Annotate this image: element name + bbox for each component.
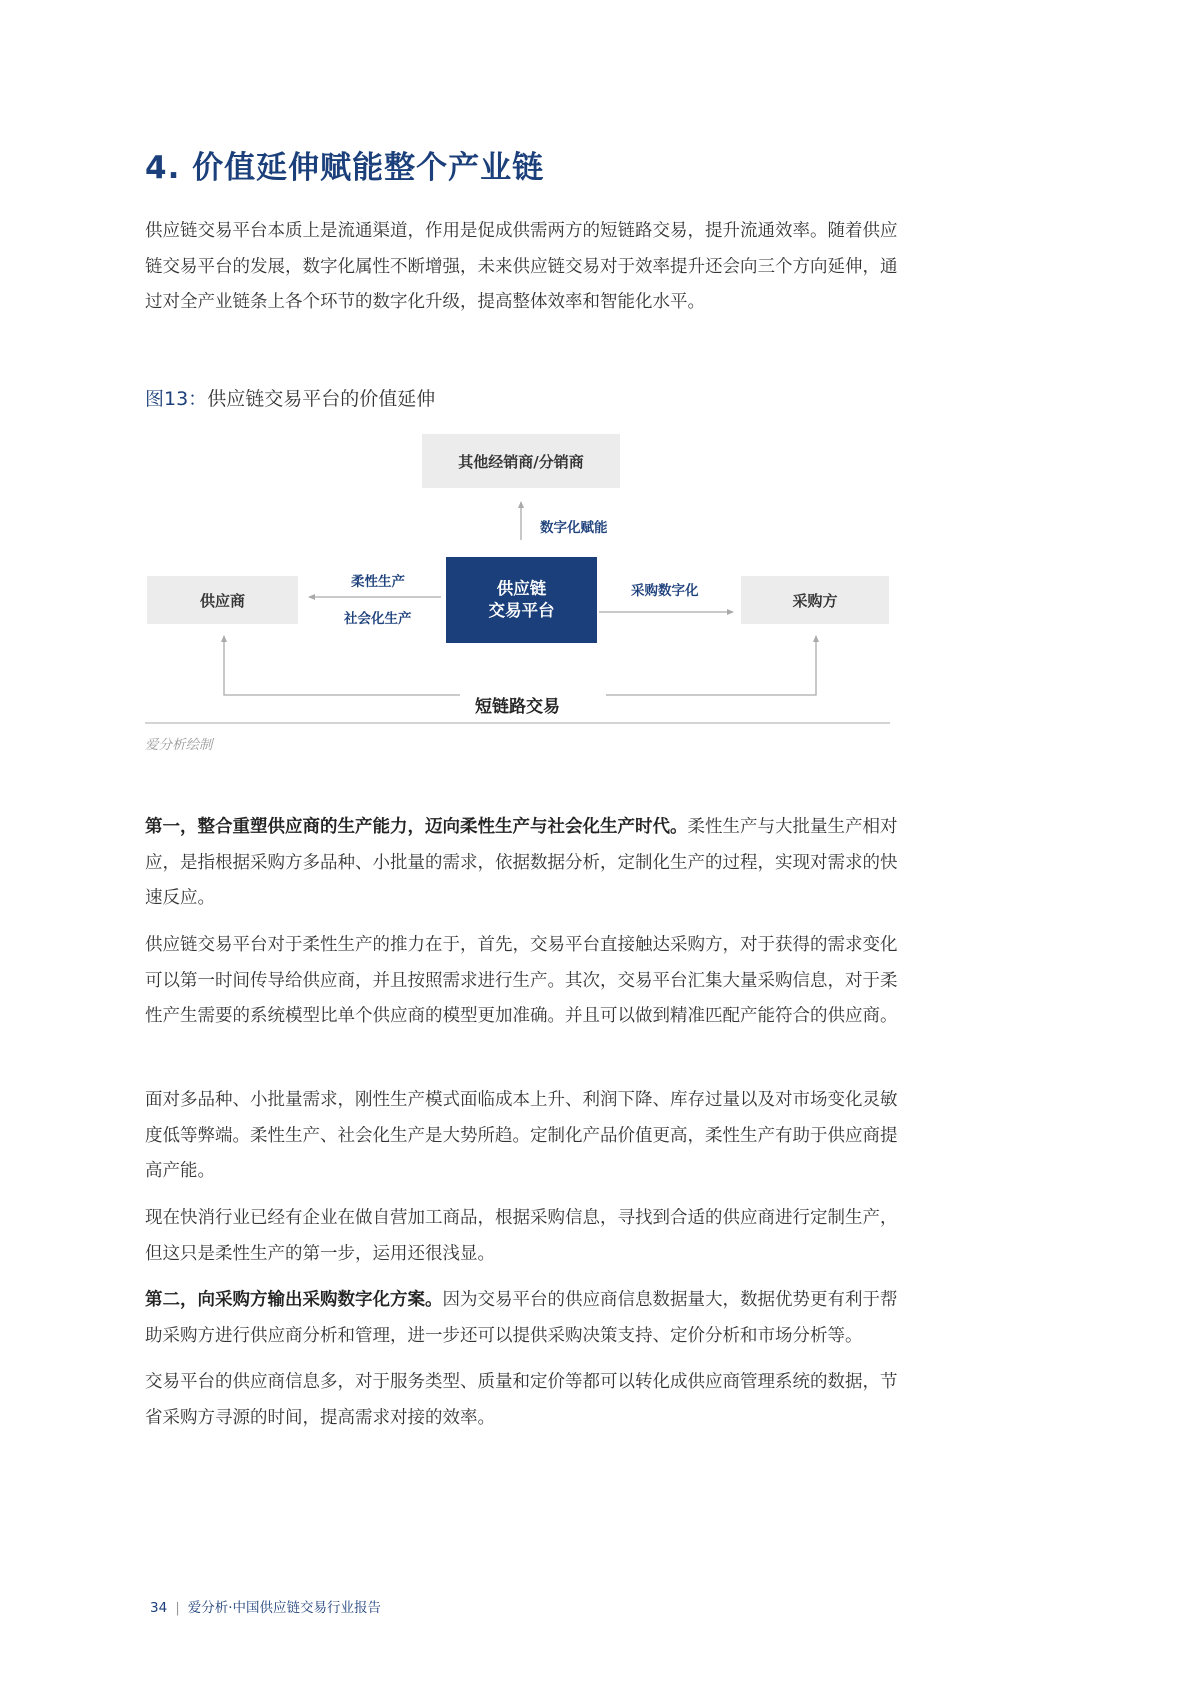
buyer-box: 采购方 bbox=[741, 576, 889, 624]
page-footer bbox=[150, 1596, 381, 1616]
short-chain-loop-right bbox=[606, 636, 816, 695]
figure-source: 爱分析绘制 bbox=[145, 737, 213, 753]
paragraph-3 bbox=[145, 1083, 905, 1190]
paragraph-1 bbox=[145, 810, 905, 917]
procurement-digitalization-label: 采购数字化 bbox=[631, 583, 699, 599]
intro-paragraph: 供应链交易平台本质上是流通渠道，作用是促成供需两方的短链路交易，提升流通效率。随着供应链交易平台的发展，数字化属性不断增强，未来供应链交易对于效率提升还会向三个方向延伸，通过对全产业链条上各个环节的数字化升级，提高整体效率和智能化水平。 bbox=[145, 221, 898, 312]
paragraph-1-text: 柔性生产与大批量生产相对应，是指根据采购方多品种、小批量的需求，依据数据分析，定制化生产的过程，实现对需求的快速反应。 bbox=[145, 817, 898, 908]
figure-number: 图13： bbox=[145, 388, 208, 410]
platform-line1: 供应链 bbox=[496, 579, 547, 598]
distributors-box: 其他经销商/分销商 bbox=[422, 434, 620, 488]
supplier-box: 供应商 bbox=[147, 576, 298, 624]
platform-box bbox=[446, 557, 597, 643]
short-chain-loop-left bbox=[224, 636, 460, 695]
paragraph-2 bbox=[145, 928, 905, 1035]
section-title: 4. 价值延伸赋能整个产业链 bbox=[145, 150, 545, 186]
figure-title: 供应链交易平台的价值延伸 bbox=[207, 388, 436, 410]
paragraph-6-text: 交易平台的供应商信息多，对于服务类型、质量和定价等都可以转化成供应商管理系统的数据，节省采购方寻源的时间，提高需求对接的效率。 bbox=[145, 1372, 898, 1428]
short-chain-trade-label: 短链路交易 bbox=[475, 697, 560, 717]
paragraph-5-text: 因为交易平台的供应商信息数据量大，数据优势更有利于帮助采购方进行供应商分析和管理，进一步还可以提供采购决策支持、定价分析和市场分析等。 bbox=[145, 1290, 898, 1346]
paragraph-6 bbox=[145, 1365, 905, 1436]
paragraph-5 bbox=[145, 1283, 905, 1354]
value-extension-diagram bbox=[0, 0, 1190, 760]
diagram-connectors bbox=[0, 0, 1190, 760]
flexible-production-label: 柔性生产 bbox=[351, 574, 405, 590]
page-number: 34 bbox=[150, 1600, 168, 1616]
footer-separator: | bbox=[175, 1600, 180, 1616]
paragraph-3-text: 面对多品种、小批量需求，刚性生产模式面临成本上升、利润下降、库存过量以及对市场变化灵敏度低等弊端。柔性生产、社会化生产是大势所趋。定制化产品价值更高，柔性生产有助于供应商提高产能。 bbox=[145, 1090, 898, 1181]
paragraph-4-text: 现在快消行业已经有企业在做自营加工商品，根据采购信息，寻找到合适的供应商进行定制生产，但这只是柔性生产的第一步，运用还很浅显。 bbox=[145, 1208, 898, 1264]
report-title: 爱分析·中国供应链交易行业报告 bbox=[187, 1600, 382, 1616]
social-production-label: 社会化生产 bbox=[344, 611, 412, 627]
paragraph-4 bbox=[145, 1201, 905, 1272]
platform-line2: 交易平台 bbox=[488, 601, 555, 620]
paragraph-1-lead: 第一，整合重塑供应商的生产能力，迈向柔性生产与社会化生产时代。 bbox=[145, 817, 688, 837]
digital-empowerment-label: 数字化赋能 bbox=[540, 520, 608, 536]
paragraph-5-lead: 第二，向采购方输出采购数字化方案。 bbox=[145, 1290, 443, 1310]
paragraph-2-text: 供应链交易平台对于柔性生产的推力在于，首先，交易平台直接触达采购方，对于获得的需求变化可以第一时间传导给供应商，并且按照需求进行生产。其次，交易平台汇集大量采购信息，对于柔性产生需要的系统模型比单个供应商的模型更加准确。并且可以做到精准匹配产能符合的供应商。 bbox=[145, 935, 898, 1026]
